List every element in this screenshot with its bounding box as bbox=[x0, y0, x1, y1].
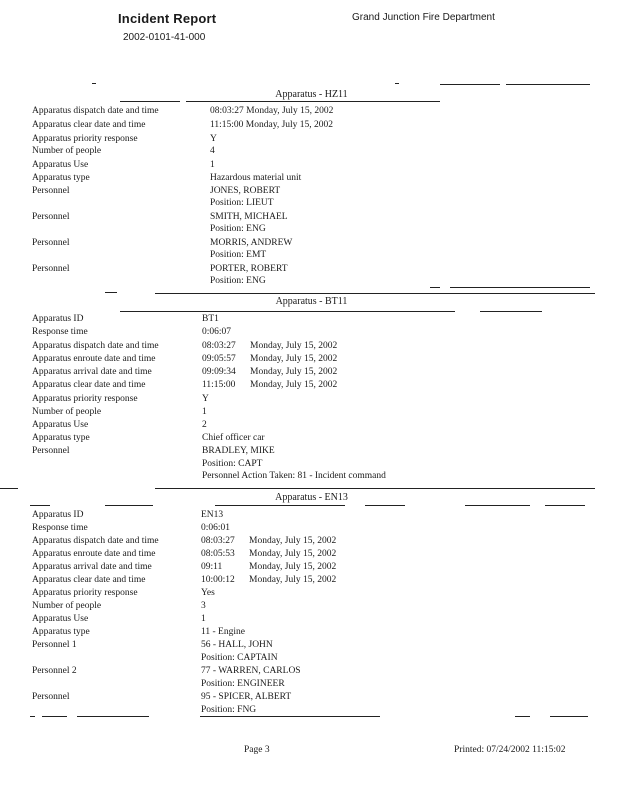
section-rule bbox=[405, 311, 455, 312]
field-value: MORRIS, ANDREW bbox=[210, 238, 293, 248]
field-value bbox=[202, 379, 337, 391]
field-label: Apparatus ID bbox=[32, 510, 84, 520]
field-label: Personnel bbox=[32, 692, 70, 702]
field-value bbox=[201, 548, 336, 560]
field-value: 95 - SPICER, ALBERT bbox=[201, 692, 292, 702]
field-value: 1 bbox=[210, 160, 215, 170]
field-value: 0:06:07 bbox=[202, 327, 232, 337]
section-rule bbox=[105, 505, 153, 506]
field-label: Apparatus Use bbox=[32, 160, 89, 170]
section-rule bbox=[30, 505, 50, 506]
field-label: Apparatus dispatch date and time bbox=[32, 536, 159, 546]
date-value: Monday, July 15, 2002 bbox=[249, 536, 337, 546]
field-value: Y bbox=[202, 394, 209, 404]
field-value bbox=[201, 574, 336, 586]
field-value: 56 - HALL, JOHN bbox=[201, 640, 273, 650]
field-label: Number of people bbox=[32, 601, 102, 611]
section-heading: Apparatus - BT11 bbox=[275, 296, 348, 307]
field-label: Apparatus arrival date and time bbox=[32, 562, 152, 572]
field-label: Apparatus dispatch date and time bbox=[32, 106, 159, 116]
field-label: Apparatus enroute date and time bbox=[32, 354, 156, 364]
personnel-position: Position: CAPT bbox=[202, 459, 263, 469]
personnel-position: Position: FNG bbox=[201, 705, 257, 715]
section-rule bbox=[480, 311, 542, 312]
date-value: Monday, July 15, 2002 bbox=[250, 354, 338, 364]
divider bbox=[155, 293, 595, 294]
field-label: Personnel bbox=[32, 446, 70, 456]
personnel-action: Personnel Action Taken: 81 - Incident command bbox=[202, 471, 386, 481]
field-label: Apparatus type bbox=[32, 173, 90, 183]
divider bbox=[506, 84, 590, 85]
section-rule bbox=[120, 311, 410, 312]
field-value: Yes bbox=[201, 588, 215, 598]
field-label: Apparatus ID bbox=[32, 314, 84, 324]
date-value: Monday, July 15, 2002 bbox=[249, 549, 337, 559]
date-value: Monday, July 15, 2002 bbox=[249, 562, 337, 572]
date-value: Monday, July 15, 2002 bbox=[250, 367, 338, 377]
field-value: BT1 bbox=[202, 314, 219, 324]
page-number: Page 3 bbox=[244, 745, 270, 755]
field-label: Apparatus arrival date and time bbox=[32, 367, 152, 377]
time-value: 11:15:00 bbox=[202, 380, 236, 390]
field-label: Apparatus Use bbox=[32, 614, 89, 624]
time-value: 09:09:34 bbox=[202, 367, 236, 377]
field-value: 3 bbox=[201, 601, 206, 611]
field-label: Apparatus type bbox=[32, 433, 90, 443]
field-value: 0:06:01 bbox=[201, 523, 231, 533]
field-label: Apparatus clear date and time bbox=[32, 380, 146, 390]
divider bbox=[42, 716, 67, 717]
field-value: 11 - Engine bbox=[201, 627, 245, 637]
personnel-position: Position: ENG bbox=[210, 276, 266, 286]
field-label: Response time bbox=[32, 523, 88, 533]
field-value bbox=[202, 366, 337, 378]
field-label: Personnel bbox=[32, 186, 70, 196]
personnel-position: Position: ENGINEER bbox=[201, 679, 285, 689]
section-rule bbox=[186, 101, 440, 102]
personnel-position: Position: CAPTAIN bbox=[201, 653, 278, 663]
report-title: Incident Report bbox=[118, 11, 217, 26]
section-rule bbox=[215, 505, 345, 506]
divider bbox=[550, 716, 588, 717]
time-value: 08:05:53 bbox=[201, 549, 235, 559]
field-value: Hazardous material unit bbox=[210, 173, 302, 183]
field-value bbox=[201, 535, 336, 547]
section-heading: Apparatus - EN13 bbox=[275, 492, 348, 503]
time-value: 09:11 bbox=[201, 562, 223, 572]
field-label: Personnel bbox=[32, 264, 70, 274]
field-label: Apparatus enroute date and time bbox=[32, 549, 156, 559]
time-value: 08:03:27 bbox=[201, 536, 235, 546]
field-value: Chief officer car bbox=[202, 433, 265, 443]
section-rule bbox=[545, 505, 585, 506]
date-value: Monday, July 15, 2002 bbox=[250, 341, 338, 351]
divider bbox=[92, 83, 96, 84]
field-label: Personnel 1 bbox=[32, 640, 77, 650]
time-value: 09:05:57 bbox=[202, 354, 236, 364]
divider bbox=[430, 287, 440, 288]
time-value: 10:00:12 bbox=[201, 575, 235, 585]
divider bbox=[77, 716, 149, 717]
divider bbox=[30, 716, 35, 717]
field-label: Apparatus clear date and time bbox=[32, 120, 146, 130]
field-label: Apparatus priority response bbox=[32, 588, 138, 598]
field-value: 4 bbox=[210, 146, 215, 156]
incident-number: 2002-0101-41-000 bbox=[123, 32, 206, 43]
field-value bbox=[202, 353, 337, 365]
field-label: Apparatus Use bbox=[32, 420, 89, 430]
field-value: BRADLEY, MIKE bbox=[202, 446, 275, 456]
field-value: 1 bbox=[201, 614, 206, 624]
field-value: EN13 bbox=[201, 510, 224, 520]
date-value: Monday, July 15, 2002 bbox=[249, 575, 337, 585]
printed-timestamp: Printed: 07/24/2002 11:15:02 bbox=[454, 745, 566, 755]
divider bbox=[515, 716, 530, 717]
divider bbox=[0, 488, 18, 489]
field-value bbox=[202, 340, 337, 352]
field-label: Apparatus priority response bbox=[32, 134, 138, 144]
date-value: Monday, July 15, 2002 bbox=[250, 380, 338, 390]
field-label: Apparatus dispatch date and time bbox=[32, 341, 159, 351]
field-value: 2 bbox=[202, 420, 207, 430]
section-rule bbox=[120, 101, 180, 102]
field-label: Apparatus priority response bbox=[32, 394, 138, 404]
personnel-position: Position: ENG bbox=[210, 224, 266, 234]
field-value: SMITH, MICHAEL bbox=[210, 212, 288, 222]
field-label: Response time bbox=[32, 327, 88, 337]
personnel-position: Position: LIEUT bbox=[210, 198, 274, 208]
divider bbox=[450, 287, 590, 288]
time-value: 08:03:27 bbox=[202, 341, 236, 351]
field-value: 11:15:00 Monday, July 15, 2002 bbox=[210, 120, 334, 130]
field-value: 08:03:27 Monday, July 15, 2002 bbox=[210, 106, 334, 116]
section-heading: Apparatus - HZ11 bbox=[275, 89, 348, 100]
field-label: Personnel 2 bbox=[32, 666, 77, 676]
field-label: Apparatus type bbox=[32, 627, 90, 637]
divider bbox=[395, 83, 399, 84]
section-rule bbox=[465, 505, 530, 506]
department-name: Grand Junction Fire Department bbox=[352, 12, 495, 23]
field-label: Apparatus clear date and time bbox=[32, 575, 146, 585]
field-label: Number of people bbox=[32, 407, 102, 417]
field-label: Number of people bbox=[32, 146, 102, 156]
section-rule bbox=[365, 505, 405, 506]
field-value: 77 - WARREN, CARLOS bbox=[201, 666, 301, 676]
field-label: Personnel bbox=[32, 238, 70, 248]
field-label: Personnel bbox=[32, 212, 70, 222]
divider bbox=[200, 716, 380, 717]
field-value bbox=[201, 561, 336, 573]
divider bbox=[105, 292, 117, 293]
divider bbox=[155, 488, 595, 489]
field-value: JONES, ROBERT bbox=[210, 186, 281, 196]
personnel-position: Position: EMT bbox=[210, 250, 267, 260]
field-value: Y bbox=[210, 134, 217, 144]
field-value: PORTER, ROBERT bbox=[210, 264, 288, 274]
field-value: 1 bbox=[202, 407, 207, 417]
divider bbox=[440, 84, 500, 85]
